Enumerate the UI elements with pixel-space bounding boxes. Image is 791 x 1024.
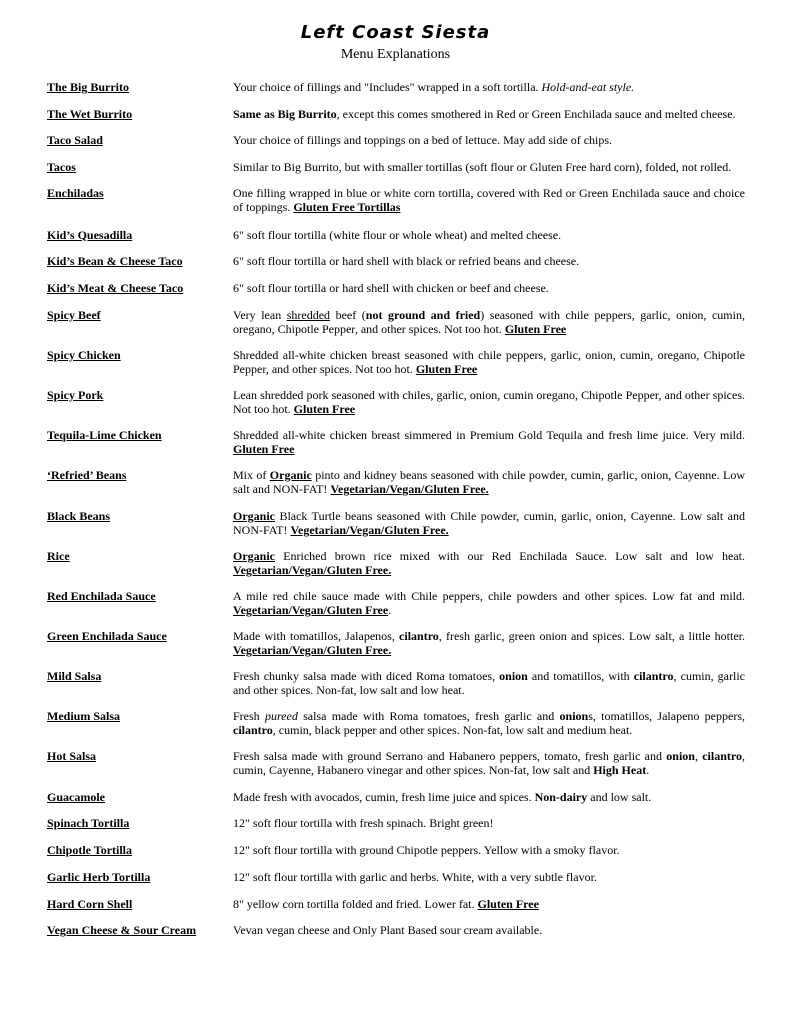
menu-item-description bbox=[233, 923, 745, 937]
menu-item-description bbox=[233, 897, 745, 911]
menu-item-description bbox=[233, 281, 745, 295]
description-segment: 8" yellow corn tortilla folded and fried. Lower fat. bbox=[233, 897, 478, 911]
description-segment: Gluten Free bbox=[415, 362, 478, 376]
description-segment: Non-dairy bbox=[534, 790, 588, 804]
description-segment: Vegetarian/Vegan/Gluten Free. bbox=[233, 563, 392, 577]
menu-item-term: Red Enchilada Sauce bbox=[47, 589, 156, 603]
menu-item-description bbox=[233, 107, 745, 121]
menu-item-description bbox=[233, 709, 745, 737]
menu-item-description bbox=[233, 816, 745, 830]
description-segment: cilantro bbox=[702, 749, 743, 763]
menu-item-term: ‘Refried’ Beans bbox=[47, 468, 127, 482]
description-segment: , fresh garlic, green onion and spices. Low salt, a little hotter. bbox=[438, 629, 746, 643]
menu-item-description bbox=[233, 509, 745, 537]
description-segment: Fresh salsa made with ground Serrano and Habanero peppers, tomato, fresh garlic and bbox=[233, 749, 667, 763]
description-segment: Gluten Free bbox=[477, 897, 539, 911]
description-segment: Gluten Free bbox=[504, 322, 567, 336]
menu-item-term: Taco Salad bbox=[47, 133, 103, 147]
description-segment: 12" soft flour tortilla with garlic and herbs. White, with a very subtle flavor. bbox=[233, 870, 597, 884]
description-segment: , except this comes smothered in Red or Green Enchilada sauce and melted cheese. bbox=[336, 107, 736, 121]
description-segment: Lean shredded pork seasoned with chiles, garlic, onion, cumin oregano, Chipotle Pepper, and other spices. Not too hot. bbox=[233, 388, 745, 416]
description-segment: Enriched brown rice mixed with our Red Enchilada Sauce. Low salt and low heat. bbox=[275, 549, 745, 563]
description-segment: High Heat bbox=[593, 763, 647, 777]
description-segment: A mile red chile sauce made with Chile peppers, chile powders and other spices. Low fat and mild. bbox=[233, 589, 745, 603]
description-segment: and low salt. bbox=[587, 790, 652, 804]
menu-item-description bbox=[233, 870, 745, 884]
menu-item-term: Mild Salsa bbox=[47, 669, 102, 683]
menu-item-description bbox=[233, 254, 745, 268]
description-segment: Your choice of fillings and toppings on a bed of lettuce. May add side of chips. bbox=[233, 133, 613, 147]
description-segment: Made with tomatillos, Jalapenos, bbox=[233, 629, 400, 643]
description-segment: . bbox=[646, 763, 650, 777]
menu-item-term: Hot Salsa bbox=[47, 749, 97, 763]
description-segment: 6" soft flour tortilla (white flour or whole wheat) and melted cheese. bbox=[233, 228, 562, 242]
menu-item-description bbox=[233, 669, 745, 697]
menu-item-term: Spicy Beef bbox=[47, 308, 101, 322]
menu-item-term: Green Enchilada Sauce bbox=[47, 629, 167, 643]
description-segment: 12" soft flour tortilla with fresh spinach. Bright green! bbox=[233, 816, 494, 830]
menu-item-description bbox=[233, 790, 745, 804]
description-segment: 6" soft flour tortilla or hard shell with chicken or beef and cheese. bbox=[233, 281, 549, 295]
description-segment: onion bbox=[499, 669, 528, 683]
description-segment: cilantro bbox=[399, 629, 439, 643]
description-segment: onion bbox=[559, 709, 589, 723]
description-segment: s, tomatillos, Jalapeno peppers, bbox=[588, 709, 745, 723]
description-segment: Vegetarian/Vegan/Gluten Free bbox=[233, 603, 389, 617]
menu-item-description bbox=[233, 160, 745, 174]
description-segment: Same as bbox=[233, 107, 278, 121]
description-segment: , cumin, garlic and other spices. Non-fat, low salt and low heat. bbox=[233, 669, 745, 697]
menu-item-description bbox=[233, 589, 745, 617]
menu-item-term: Hard Corn Shell bbox=[47, 897, 133, 911]
menu-item-term: The Big Burrito bbox=[47, 80, 130, 94]
description-segment: Vegetarian/Vegan/Gluten Free. bbox=[233, 643, 392, 657]
description-segment: Organic bbox=[233, 549, 275, 563]
menu-item-term: Kid’s Meat & Cheese Taco bbox=[47, 281, 184, 295]
menu-item-description bbox=[233, 749, 745, 777]
description-segment: shredded bbox=[286, 308, 331, 322]
description-segment: Organic bbox=[269, 468, 312, 482]
description-segment: beef ( bbox=[330, 308, 366, 322]
menu-item-description bbox=[233, 80, 745, 94]
description-segment: Made fresh with avocados, cumin, fresh lime juice and spices. bbox=[233, 790, 535, 804]
description-segment: , cumin, Cayenne, Habanero vinegar and other spices. Non-fat, low salt and bbox=[233, 749, 746, 777]
menu-item-term: Spicy Chicken bbox=[47, 348, 121, 362]
menu-item-term: Tequila-Lime Chicken bbox=[47, 428, 162, 442]
menu-item-description bbox=[233, 468, 745, 496]
description-segment: Vegetarian/Vegan/Gluten Free. bbox=[290, 523, 449, 537]
description-segment: Gluten Free bbox=[233, 442, 295, 456]
description-segment: Very lean bbox=[233, 308, 287, 322]
description-segment: Shredded all-white chicken breast seasoned with chile peppers, garlic, onion, cumin, oregano, Chipotle Pepper, and other spices. Not too hot. bbox=[233, 348, 745, 376]
menu-item-description bbox=[233, 186, 745, 214]
page-title: Left Coast Siesta bbox=[300, 22, 491, 43]
description-segment: , cumin, black pepper and other spices. Non-fat, low salt and medium heat. bbox=[272, 723, 633, 737]
menu-item-term: Black Beans bbox=[47, 509, 111, 523]
description-segment: Similar to Big Burrito, but with smaller tortillas (soft flour or Gluten Free hard corn), folded, not rolled. bbox=[233, 160, 732, 174]
menu-item-term: Kid’s Quesadilla bbox=[47, 228, 133, 242]
menu-item-description bbox=[233, 228, 745, 242]
menu-item-term: Vegan Cheese & Sour Cream bbox=[47, 923, 197, 937]
description-segment: not ground and fried bbox=[365, 308, 481, 322]
menu-item-description bbox=[233, 629, 745, 657]
description-segment: onion bbox=[666, 749, 695, 763]
menu-item-description bbox=[233, 428, 745, 456]
description-segment: 6" soft flour tortilla or hard shell with black or refried beans and cheese. bbox=[233, 254, 580, 268]
menu-item-term: Tacos bbox=[47, 160, 76, 174]
menu-item-description bbox=[233, 549, 745, 577]
menu-item-description bbox=[233, 308, 745, 336]
description-segment: cilantro bbox=[233, 723, 273, 737]
menu-item-term: Spinach Tortilla bbox=[47, 816, 130, 830]
menu-item-description bbox=[233, 348, 745, 376]
menu-item-term: Chipotle Tortilla bbox=[47, 843, 133, 857]
description-segment: Your choice of fillings and "Includes" wrapped in a soft tortilla. bbox=[233, 80, 542, 94]
description-segment: 12" soft flour tortilla with ground Chipotle peppers. Yellow with a smoky flavor. bbox=[233, 843, 620, 857]
description-segment: One filling wrapped in blue or white corn tortilla, covered with Red or Green Enchilada sauce and choice of toppings. bbox=[233, 186, 745, 214]
menu-item-description bbox=[233, 133, 745, 147]
description-segment: and tomatillos, with bbox=[527, 669, 634, 683]
menu-item-description bbox=[233, 843, 745, 857]
menu-item-term: Enchiladas bbox=[47, 186, 104, 200]
description-segment: salsa made with Roma tomatoes, fresh garlic and bbox=[297, 709, 560, 723]
description-segment: . bbox=[388, 603, 392, 617]
menu-item-term: Rice bbox=[47, 549, 70, 563]
description-segment: Fresh chunky salsa made with diced Roma tomatoes, bbox=[233, 669, 500, 683]
description-segment: Big Burrito bbox=[277, 107, 337, 121]
description-segment: Gluten Free bbox=[293, 402, 356, 416]
page-subtitle: Menu Explanations bbox=[340, 47, 451, 62]
description-segment: pinto and kidney beans seasoned with chile powder, cumin, garlic, onion, Cayenne. Low salt and NON-FAT! bbox=[233, 468, 745, 496]
description-segment: Organic bbox=[233, 509, 275, 523]
description-segment: Mix of bbox=[233, 468, 270, 482]
description-segment: ) seasoned with chile peppers, garlic, onion, cumin, oregano, Chipotle Pepper, and other spices. Not too hot. bbox=[233, 308, 745, 336]
menu-item-term: The Wet Burrito bbox=[47, 107, 133, 121]
description-segment: Shredded all-white chicken breast simmered in Premium Gold Tequila and fresh lime juice. Very mild. bbox=[233, 428, 745, 442]
menu-item-term: Guacamole bbox=[47, 790, 105, 804]
menu-item-term: Spicy Pork bbox=[47, 388, 104, 402]
description-segment: Gluten Free Tortillas bbox=[293, 200, 401, 214]
description-segment: cilantro bbox=[633, 669, 674, 683]
description-segment: Black Turtle beans seasoned with Chile powder, cumin, garlic, onion, Cayenne. Low salt and NON-FAT! bbox=[233, 509, 745, 537]
description-segment: Vevan vegan cheese and Only Plant Based sour cream available. bbox=[233, 923, 543, 937]
menu-item-term: Medium Salsa bbox=[47, 709, 121, 723]
description-segment: Fresh bbox=[233, 709, 265, 723]
menu-item-term: Garlic Herb Tortilla bbox=[47, 870, 151, 884]
description-segment: Hold-and-eat style. bbox=[541, 80, 635, 94]
menu-item-description bbox=[233, 388, 745, 416]
description-segment: Vegetarian/Vegan/Gluten Free. bbox=[330, 482, 489, 496]
description-segment: pureed bbox=[264, 709, 298, 723]
menu-item-term: Kid’s Bean & Cheese Taco bbox=[47, 254, 183, 268]
description-segment: , bbox=[694, 749, 703, 763]
